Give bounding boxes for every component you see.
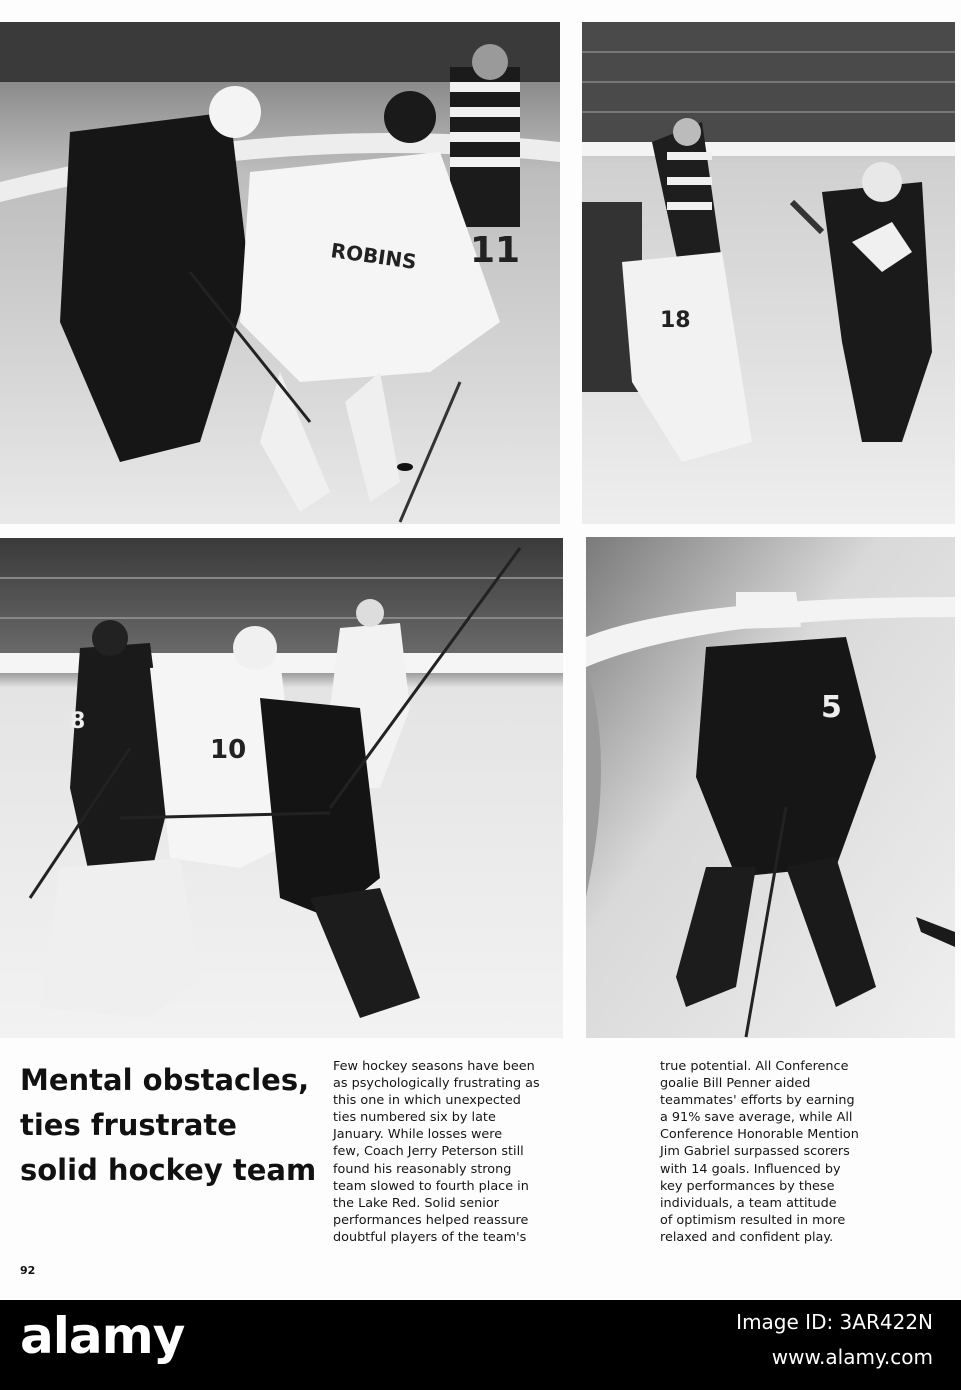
- text-line: key performances by these: [660, 1178, 835, 1194]
- text-line: Jim Gabriel surpassed scorers: [660, 1144, 850, 1160]
- alamy-logo: alamy: [20, 1307, 185, 1365]
- jersey-number: 8: [70, 709, 86, 734]
- text-line: found his reasonably strong: [333, 1161, 512, 1177]
- text-line: with 14 goals. Influenced by: [660, 1161, 841, 1177]
- watermark-url: www.alamy.com: [771, 1345, 933, 1369]
- text-line: the Lake Red. Solid senior: [333, 1195, 499, 1211]
- text-line: doubtful players of the team's: [333, 1229, 527, 1245]
- text-line: January. While losses were: [333, 1127, 503, 1143]
- text-line: true potential. All Conference: [660, 1059, 849, 1074]
- text-line: of optimism resulted in more: [660, 1212, 846, 1228]
- jersey-number: 11: [470, 230, 521, 271]
- headline-line: Mental obstacles,: [20, 1063, 310, 1097]
- image-id-label: Image ID: 3AR422N: [736, 1310, 933, 1334]
- headline-line: solid hockey team: [20, 1153, 317, 1187]
- jersey-number: 10: [210, 735, 247, 765]
- text-line: Conference Honorable Mention: [660, 1127, 859, 1143]
- text-line: a 91% save average, while All: [660, 1110, 853, 1126]
- jersey-number: 18: [660, 308, 691, 333]
- text-line: as psychologically frustrating as: [333, 1076, 540, 1092]
- photo-hockey-players-at-boards: [0, 22, 560, 524]
- jersey-text: ROBINS: [329, 238, 419, 274]
- text-line: team slowed to fourth place in: [333, 1178, 529, 1194]
- text-line: Few hockey seasons have been: [333, 1059, 535, 1074]
- text-line: goalie Bill Penner aided: [660, 1076, 811, 1092]
- headline-line: ties frustrate: [20, 1108, 237, 1142]
- article-column-1: [333, 1058, 588, 1246]
- photo-players-battling-for-puck: [0, 538, 563, 1038]
- text-line: few, Coach Jerry Peterson still: [333, 1144, 524, 1160]
- text-line: relaxed and confident play.: [660, 1229, 834, 1245]
- jersey-number: 5: [821, 690, 842, 725]
- photo-player-skating-with-stick: [586, 537, 955, 1038]
- page-number: 92: [20, 1264, 36, 1277]
- photo-goal-celebration: [582, 22, 955, 524]
- text-line: this one in which unexpected: [333, 1093, 521, 1109]
- text-line: individuals, a team attitude: [660, 1195, 837, 1211]
- article-column-2: [660, 1058, 915, 1246]
- headline: [20, 1058, 320, 1193]
- text-line: performances helped reassure: [333, 1212, 529, 1228]
- text-line: ties numbered six by late: [333, 1110, 496, 1126]
- text-line: teammates' efforts by earning: [660, 1093, 855, 1109]
